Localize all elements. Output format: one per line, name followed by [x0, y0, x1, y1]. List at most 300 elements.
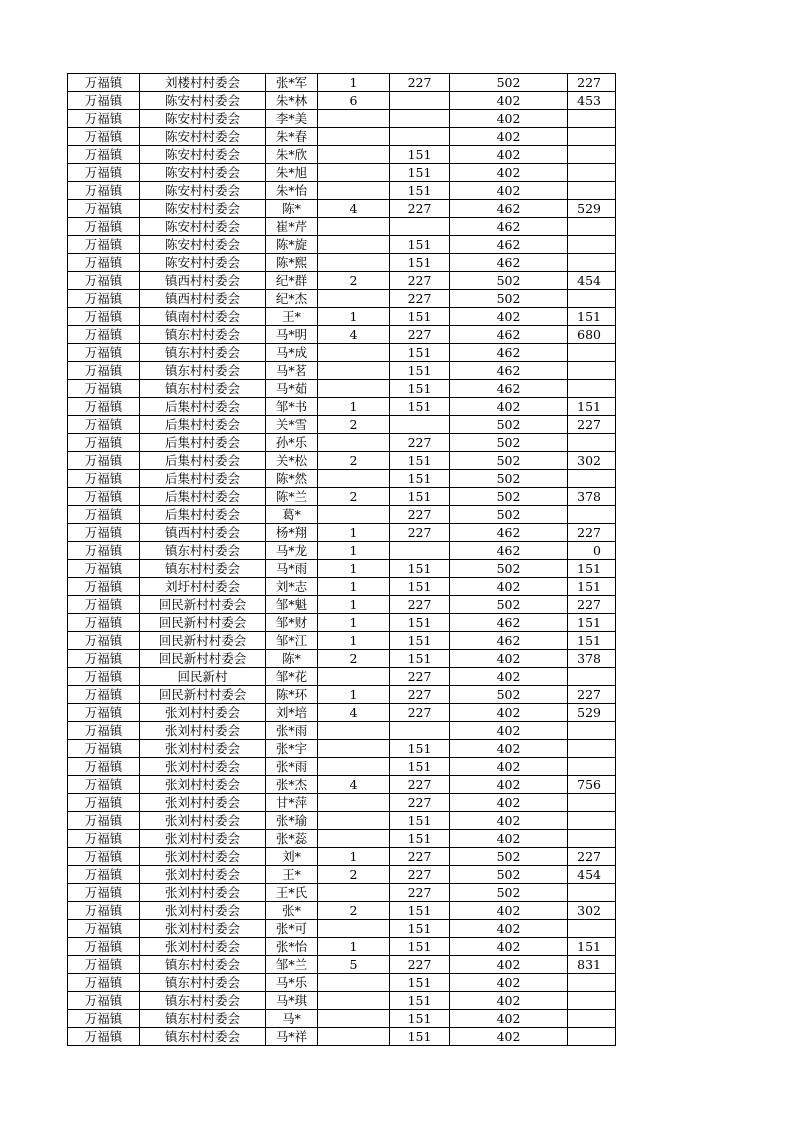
committee-cell: 陈安村村委会 [140, 92, 266, 110]
total-cell [568, 992, 616, 1010]
count-cell [318, 794, 390, 812]
amount-a-cell: 151 [390, 164, 450, 182]
committee-cell: 后集村村委会 [140, 398, 266, 416]
total-cell [568, 758, 616, 776]
committee-cell: 张刘村村委会 [140, 830, 266, 848]
name-cell: 孙*乐 [266, 434, 318, 452]
name-cell: 朱*林 [266, 92, 318, 110]
total-cell [568, 794, 616, 812]
name-cell: 张*瑜 [266, 812, 318, 830]
table-row [68, 542, 616, 560]
total-cell: 151 [568, 938, 616, 956]
amount-b-cell: 402 [450, 92, 568, 110]
count-cell: 1 [318, 614, 390, 632]
total-cell: 680 [568, 326, 616, 344]
total-cell: 151 [568, 632, 616, 650]
table-row [68, 488, 616, 506]
count-cell [318, 218, 390, 236]
amount-a-cell: 151 [390, 812, 450, 830]
committee-cell: 镇东村村委会 [140, 542, 266, 560]
total-cell: 529 [568, 704, 616, 722]
table-row [68, 776, 616, 794]
amount-a-cell: 151 [390, 452, 450, 470]
count-cell: 1 [318, 938, 390, 956]
count-cell: 1 [318, 686, 390, 704]
table-row [68, 380, 616, 398]
table-row [68, 920, 616, 938]
amount-b-cell: 402 [450, 902, 568, 920]
count-cell: 2 [318, 488, 390, 506]
amount-a-cell: 151 [390, 146, 450, 164]
committee-cell: 刘圩村村委会 [140, 578, 266, 596]
town-cell: 万福镇 [68, 110, 140, 128]
committee-cell: 后集村村委会 [140, 434, 266, 452]
committee-cell: 张刘村村委会 [140, 920, 266, 938]
committee-cell: 张刘村村委会 [140, 884, 266, 902]
name-cell: 刘*培 [266, 704, 318, 722]
name-cell: 甘*萍 [266, 794, 318, 812]
total-cell: 454 [568, 866, 616, 884]
town-cell: 万福镇 [68, 560, 140, 578]
name-cell: 张*雨 [266, 758, 318, 776]
town-cell: 万福镇 [68, 362, 140, 380]
town-cell: 万福镇 [68, 866, 140, 884]
table-row [68, 92, 616, 110]
amount-b-cell: 402 [450, 938, 568, 956]
town-cell: 万福镇 [68, 686, 140, 704]
count-cell: 4 [318, 704, 390, 722]
amount-a-cell: 151 [390, 920, 450, 938]
name-cell: 邹*书 [266, 398, 318, 416]
table-row [68, 560, 616, 578]
total-cell [568, 884, 616, 902]
committee-cell: 张刘村村委会 [140, 776, 266, 794]
town-cell: 万福镇 [68, 632, 140, 650]
count-cell: 1 [318, 398, 390, 416]
table-row [68, 416, 616, 434]
amount-a-cell: 151 [390, 974, 450, 992]
total-cell: 227 [568, 74, 616, 92]
amount-b-cell: 462 [450, 344, 568, 362]
total-cell: 151 [568, 614, 616, 632]
committee-cell: 张刘村村委会 [140, 794, 266, 812]
count-cell: 4 [318, 326, 390, 344]
name-cell: 陈*然 [266, 470, 318, 488]
name-cell: 邹*财 [266, 614, 318, 632]
committee-cell: 镇东村村委会 [140, 974, 266, 992]
committee-cell: 张刘村村委会 [140, 704, 266, 722]
count-cell [318, 758, 390, 776]
amount-b-cell: 402 [450, 578, 568, 596]
count-cell: 1 [318, 308, 390, 326]
total-cell: 529 [568, 200, 616, 218]
name-cell: 陈* [266, 200, 318, 218]
committee-cell: 后集村村委会 [140, 416, 266, 434]
total-cell [568, 218, 616, 236]
amount-b-cell: 462 [450, 200, 568, 218]
amount-b-cell: 402 [450, 776, 568, 794]
name-cell: 马*琪 [266, 992, 318, 1010]
amount-b-cell: 402 [450, 128, 568, 146]
amount-b-cell: 402 [450, 1010, 568, 1028]
total-cell [568, 290, 616, 308]
name-cell: 张*蕊 [266, 830, 318, 848]
table-row [68, 704, 616, 722]
name-cell: 马* [266, 1010, 318, 1028]
name-cell: 邹*魁 [266, 596, 318, 614]
amount-b-cell: 502 [450, 686, 568, 704]
amount-a-cell: 227 [390, 200, 450, 218]
amount-b-cell: 502 [450, 290, 568, 308]
count-cell [318, 146, 390, 164]
total-cell: 454 [568, 272, 616, 290]
amount-a-cell: 151 [390, 380, 450, 398]
table-row [68, 650, 616, 668]
town-cell: 万福镇 [68, 920, 140, 938]
amount-b-cell: 502 [450, 596, 568, 614]
committee-cell: 陈安村村委会 [140, 218, 266, 236]
count-cell: 1 [318, 632, 390, 650]
name-cell: 马*茹 [266, 380, 318, 398]
town-cell: 万福镇 [68, 74, 140, 92]
committee-cell: 回民新村 [140, 668, 266, 686]
town-cell: 万福镇 [68, 398, 140, 416]
name-cell: 张*杰 [266, 776, 318, 794]
committee-cell: 镇东村村委会 [140, 344, 266, 362]
amount-b-cell: 502 [450, 848, 568, 866]
name-cell: 马*祥 [266, 1028, 318, 1046]
table-row [68, 902, 616, 920]
town-cell: 万福镇 [68, 218, 140, 236]
amount-a-cell: 151 [390, 488, 450, 506]
count-cell: 2 [318, 452, 390, 470]
table-row [68, 524, 616, 542]
count-cell [318, 992, 390, 1010]
amount-b-cell: 402 [450, 956, 568, 974]
town-cell: 万福镇 [68, 308, 140, 326]
amount-b-cell: 402 [450, 740, 568, 758]
amount-a-cell: 227 [390, 272, 450, 290]
amount-a-cell [390, 92, 450, 110]
town-cell: 万福镇 [68, 182, 140, 200]
table-row [68, 1028, 616, 1046]
name-cell: 纪*杰 [266, 290, 318, 308]
table-row [68, 452, 616, 470]
count-cell: 1 [318, 524, 390, 542]
table-row [68, 740, 616, 758]
total-cell: 0 [568, 542, 616, 560]
amount-a-cell: 151 [390, 614, 450, 632]
town-cell: 万福镇 [68, 506, 140, 524]
total-cell: 378 [568, 650, 616, 668]
total-cell [568, 110, 616, 128]
total-cell [568, 146, 616, 164]
town-cell: 万福镇 [68, 902, 140, 920]
town-cell: 万福镇 [68, 974, 140, 992]
table-row [68, 956, 616, 974]
name-cell: 关*雪 [266, 416, 318, 434]
town-cell: 万福镇 [68, 1010, 140, 1028]
town-cell: 万福镇 [68, 650, 140, 668]
amount-a-cell: 151 [390, 992, 450, 1010]
committee-cell: 镇东村村委会 [140, 380, 266, 398]
table-row [68, 470, 616, 488]
amount-a-cell: 151 [390, 578, 450, 596]
amount-a-cell: 151 [390, 254, 450, 272]
town-cell: 万福镇 [68, 830, 140, 848]
total-cell: 302 [568, 902, 616, 920]
amount-a-cell: 227 [390, 866, 450, 884]
name-cell: 朱*欣 [266, 146, 318, 164]
name-cell: 张*可 [266, 920, 318, 938]
amount-a-cell: 151 [390, 1028, 450, 1046]
amount-a-cell: 227 [390, 686, 450, 704]
town-cell: 万福镇 [68, 884, 140, 902]
amount-b-cell: 402 [450, 668, 568, 686]
count-cell [318, 164, 390, 182]
count-cell [318, 506, 390, 524]
amount-b-cell: 402 [450, 812, 568, 830]
count-cell [318, 236, 390, 254]
town-cell: 万福镇 [68, 326, 140, 344]
count-cell [318, 128, 390, 146]
name-cell: 李*美 [266, 110, 318, 128]
amount-b-cell: 402 [450, 992, 568, 1010]
name-cell: 邹*兰 [266, 956, 318, 974]
name-cell: 马*雨 [266, 560, 318, 578]
name-cell: 关*松 [266, 452, 318, 470]
total-cell [568, 722, 616, 740]
name-cell: 刘* [266, 848, 318, 866]
town-cell: 万福镇 [68, 524, 140, 542]
committee-cell: 张刘村村委会 [140, 866, 266, 884]
table-row [68, 308, 616, 326]
committee-cell: 镇东村村委会 [140, 956, 266, 974]
committee-cell: 镇西村村委会 [140, 524, 266, 542]
total-cell [568, 182, 616, 200]
count-cell [318, 380, 390, 398]
amount-b-cell: 462 [450, 218, 568, 236]
count-cell: 1 [318, 596, 390, 614]
name-cell: 陈*熙 [266, 254, 318, 272]
count-cell [318, 434, 390, 452]
table-row [68, 614, 616, 632]
committee-cell: 回民新村村委会 [140, 596, 266, 614]
count-cell: 4 [318, 200, 390, 218]
name-cell: 刘*志 [266, 578, 318, 596]
table-row [68, 128, 616, 146]
count-cell: 2 [318, 902, 390, 920]
table-row [68, 164, 616, 182]
town-cell: 万福镇 [68, 272, 140, 290]
amount-a-cell: 227 [390, 326, 450, 344]
count-cell: 1 [318, 848, 390, 866]
count-cell [318, 1028, 390, 1046]
table-row [68, 1010, 616, 1028]
count-cell [318, 740, 390, 758]
total-cell [568, 812, 616, 830]
count-cell: 4 [318, 776, 390, 794]
amount-a-cell: 151 [390, 362, 450, 380]
amount-b-cell: 402 [450, 794, 568, 812]
total-cell [568, 362, 616, 380]
name-cell: 张*宇 [266, 740, 318, 758]
amount-a-cell: 227 [390, 668, 450, 686]
amount-b-cell: 462 [450, 542, 568, 560]
table-row [68, 344, 616, 362]
amount-a-cell: 227 [390, 884, 450, 902]
town-cell: 万福镇 [68, 92, 140, 110]
amount-b-cell: 402 [450, 722, 568, 740]
committee-cell: 镇东村村委会 [140, 992, 266, 1010]
name-cell: 纪*群 [266, 272, 318, 290]
table-row [68, 596, 616, 614]
amount-a-cell: 227 [390, 704, 450, 722]
amount-a-cell: 227 [390, 794, 450, 812]
count-cell: 2 [318, 866, 390, 884]
town-cell: 万福镇 [68, 200, 140, 218]
table-row [68, 974, 616, 992]
committee-cell: 张刘村村委会 [140, 812, 266, 830]
town-cell: 万福镇 [68, 254, 140, 272]
total-cell [568, 668, 616, 686]
table-row [68, 362, 616, 380]
table-row [68, 812, 616, 830]
amount-b-cell: 402 [450, 398, 568, 416]
table-row [68, 992, 616, 1010]
committee-cell: 陈安村村委会 [140, 110, 266, 128]
amount-a-cell: 151 [390, 344, 450, 362]
table-row [68, 938, 616, 956]
committee-cell: 陈安村村委会 [140, 146, 266, 164]
town-cell: 万福镇 [68, 434, 140, 452]
committee-cell: 刘楼村村委会 [140, 74, 266, 92]
amount-a-cell: 227 [390, 524, 450, 542]
committee-cell: 镇东村村委会 [140, 326, 266, 344]
amount-b-cell: 462 [450, 632, 568, 650]
table-row [68, 146, 616, 164]
name-cell: 张* [266, 902, 318, 920]
committee-cell: 镇南村村委会 [140, 308, 266, 326]
town-cell: 万福镇 [68, 290, 140, 308]
committee-cell: 后集村村委会 [140, 470, 266, 488]
amount-a-cell: 151 [390, 1010, 450, 1028]
table-row [68, 74, 616, 92]
amount-b-cell: 502 [450, 488, 568, 506]
total-cell [568, 1010, 616, 1028]
committee-cell: 后集村村委会 [140, 488, 266, 506]
name-cell: 王* [266, 866, 318, 884]
committee-cell: 镇西村村委会 [140, 272, 266, 290]
town-cell: 万福镇 [68, 452, 140, 470]
committee-cell: 镇东村村委会 [140, 362, 266, 380]
name-cell: 陈*环 [266, 686, 318, 704]
town-cell: 万福镇 [68, 578, 140, 596]
name-cell: 王*氏 [266, 884, 318, 902]
total-cell: 302 [568, 452, 616, 470]
amount-b-cell: 462 [450, 326, 568, 344]
table-row [68, 686, 616, 704]
total-cell: 227 [568, 686, 616, 704]
table-row [68, 290, 616, 308]
total-cell: 756 [568, 776, 616, 794]
count-cell: 1 [318, 74, 390, 92]
town-cell: 万福镇 [68, 470, 140, 488]
total-cell [568, 740, 616, 758]
committee-cell: 张刘村村委会 [140, 740, 266, 758]
committee-cell: 陈安村村委会 [140, 164, 266, 182]
amount-b-cell: 502 [450, 434, 568, 452]
amount-a-cell: 151 [390, 650, 450, 668]
amount-b-cell: 462 [450, 380, 568, 398]
committee-cell: 镇东村村委会 [140, 560, 266, 578]
amount-a-cell: 227 [390, 776, 450, 794]
count-cell [318, 722, 390, 740]
table-row [68, 182, 616, 200]
table-row [68, 632, 616, 650]
amount-a-cell: 151 [390, 830, 450, 848]
total-cell: 378 [568, 488, 616, 506]
town-cell: 万福镇 [68, 344, 140, 362]
total-cell [568, 1028, 616, 1046]
count-cell: 5 [318, 956, 390, 974]
total-cell: 227 [568, 848, 616, 866]
amount-a-cell: 151 [390, 740, 450, 758]
amount-a-cell: 151 [390, 938, 450, 956]
name-cell: 朱*旭 [266, 164, 318, 182]
town-cell: 万福镇 [68, 758, 140, 776]
name-cell: 马*成 [266, 344, 318, 362]
table-row [68, 200, 616, 218]
amount-b-cell: 462 [450, 362, 568, 380]
count-cell [318, 974, 390, 992]
town-cell: 万福镇 [68, 236, 140, 254]
count-cell [318, 812, 390, 830]
town-cell: 万福镇 [68, 146, 140, 164]
name-cell: 张*军 [266, 74, 318, 92]
table-row [68, 866, 616, 884]
amount-a-cell [390, 128, 450, 146]
amount-a-cell: 227 [390, 74, 450, 92]
amount-b-cell: 502 [450, 506, 568, 524]
amount-b-cell: 502 [450, 560, 568, 578]
total-cell: 227 [568, 416, 616, 434]
total-cell [568, 470, 616, 488]
amount-a-cell [390, 416, 450, 434]
table-row [68, 578, 616, 596]
amount-b-cell: 462 [450, 614, 568, 632]
town-cell: 万福镇 [68, 794, 140, 812]
amount-a-cell: 151 [390, 902, 450, 920]
amount-a-cell: 151 [390, 398, 450, 416]
amount-a-cell: 151 [390, 560, 450, 578]
town-cell: 万福镇 [68, 992, 140, 1010]
amount-b-cell: 402 [450, 182, 568, 200]
amount-a-cell: 227 [390, 506, 450, 524]
amount-b-cell: 402 [450, 830, 568, 848]
committee-cell: 回民新村村委会 [140, 686, 266, 704]
table-row [68, 434, 616, 452]
total-cell [568, 830, 616, 848]
count-cell [318, 1010, 390, 1028]
name-cell: 陈* [266, 650, 318, 668]
name-cell: 朱*春 [266, 128, 318, 146]
table-row [68, 110, 616, 128]
name-cell: 邹*江 [266, 632, 318, 650]
committee-cell: 后集村村委会 [140, 506, 266, 524]
count-cell: 6 [318, 92, 390, 110]
committee-cell: 陈安村村委会 [140, 200, 266, 218]
